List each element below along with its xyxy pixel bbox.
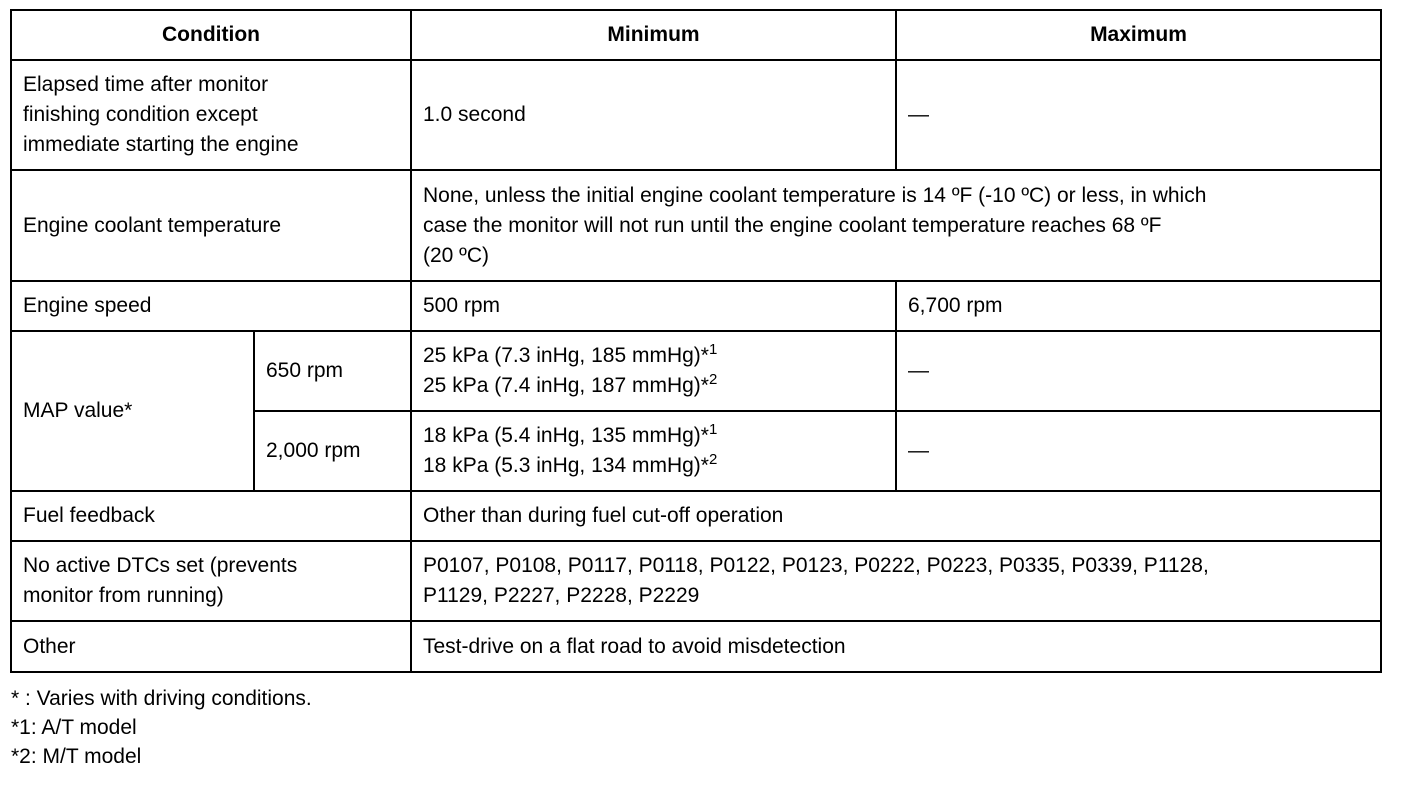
coolant-condition: Engine coolant temperature	[11, 170, 411, 281]
map-650-maximum: —	[896, 331, 1381, 411]
table-row-dtc	[11, 541, 1381, 621]
table-row-other	[11, 621, 1381, 672]
coolant-minimum: None, unless the initial engine coolant temperature is 14 ºF (-10 ºC) or less, in which case the monitor will not run until the engine coolant temperature reaches 68 ºF (20 ºC)	[411, 170, 1381, 281]
table-row-speed	[11, 281, 1381, 331]
elapsed-maximum: —	[896, 60, 1381, 170]
header-minimum: Minimum	[411, 10, 896, 60]
footnote-1: *1: A/T model	[11, 716, 137, 739]
dtc-condition: No active DTCs set (prevents monitor from running)	[11, 541, 411, 621]
speed-condition: Engine speed	[11, 281, 411, 331]
fuel-condition: Fuel feedback	[11, 491, 411, 541]
table-row-map-650	[11, 331, 1381, 411]
header-row	[11, 10, 1381, 60]
map-condition: MAP value*	[11, 331, 254, 491]
header-condition: Condition	[11, 10, 411, 60]
other-value: Test-drive on a flat road to avoid misdetection	[411, 621, 1381, 672]
monitor-conditions-table	[10, 9, 1382, 673]
map-rpm-2000: 2,000 rpm	[254, 411, 411, 491]
map-2000-minimum: 18 kPa (5.4 inHg, 135 mmHg)*$^1$ 18 kPa (5.3 inHg, 134 mmHg)*$^2$	[411, 411, 896, 491]
other-condition: Other	[11, 621, 411, 672]
elapsed-minimum: 1.0 second	[411, 60, 896, 170]
map-650-minimum: 25 kPa (7.3 inHg, 185 mmHg)*$^1$ 25 kPa (7.4 inHg, 187 mmHg)*$^2$	[411, 331, 896, 411]
map-rpm-650: 650 rpm	[254, 331, 411, 411]
speed-minimum: 500 rpm	[411, 281, 896, 331]
table-row-coolant	[11, 170, 1381, 281]
footnote-2: *2: M/T model	[11, 745, 142, 768]
header-maximum: Maximum	[896, 10, 1381, 60]
elapsed-condition: Elapsed time after monitor finishing condition except immediate starting the engine	[11, 60, 411, 170]
footnote-asterisk: * : Varies with driving conditions.	[11, 687, 312, 710]
table-row-fuel	[11, 491, 1381, 541]
table-row-elapsed	[11, 60, 1381, 170]
footnotes	[11, 684, 312, 771]
dtc-value: P0107, P0108, P0117, P0118, P0122, P0123, P0222, P0223, P0335, P0339, P1128, P1129, P2227, P2228, P2229	[411, 541, 1381, 621]
fuel-value: Other than during fuel cut-off operation	[411, 491, 1381, 541]
speed-maximum: 6,700 rpm	[896, 281, 1381, 331]
map-2000-maximum: —	[896, 411, 1381, 491]
